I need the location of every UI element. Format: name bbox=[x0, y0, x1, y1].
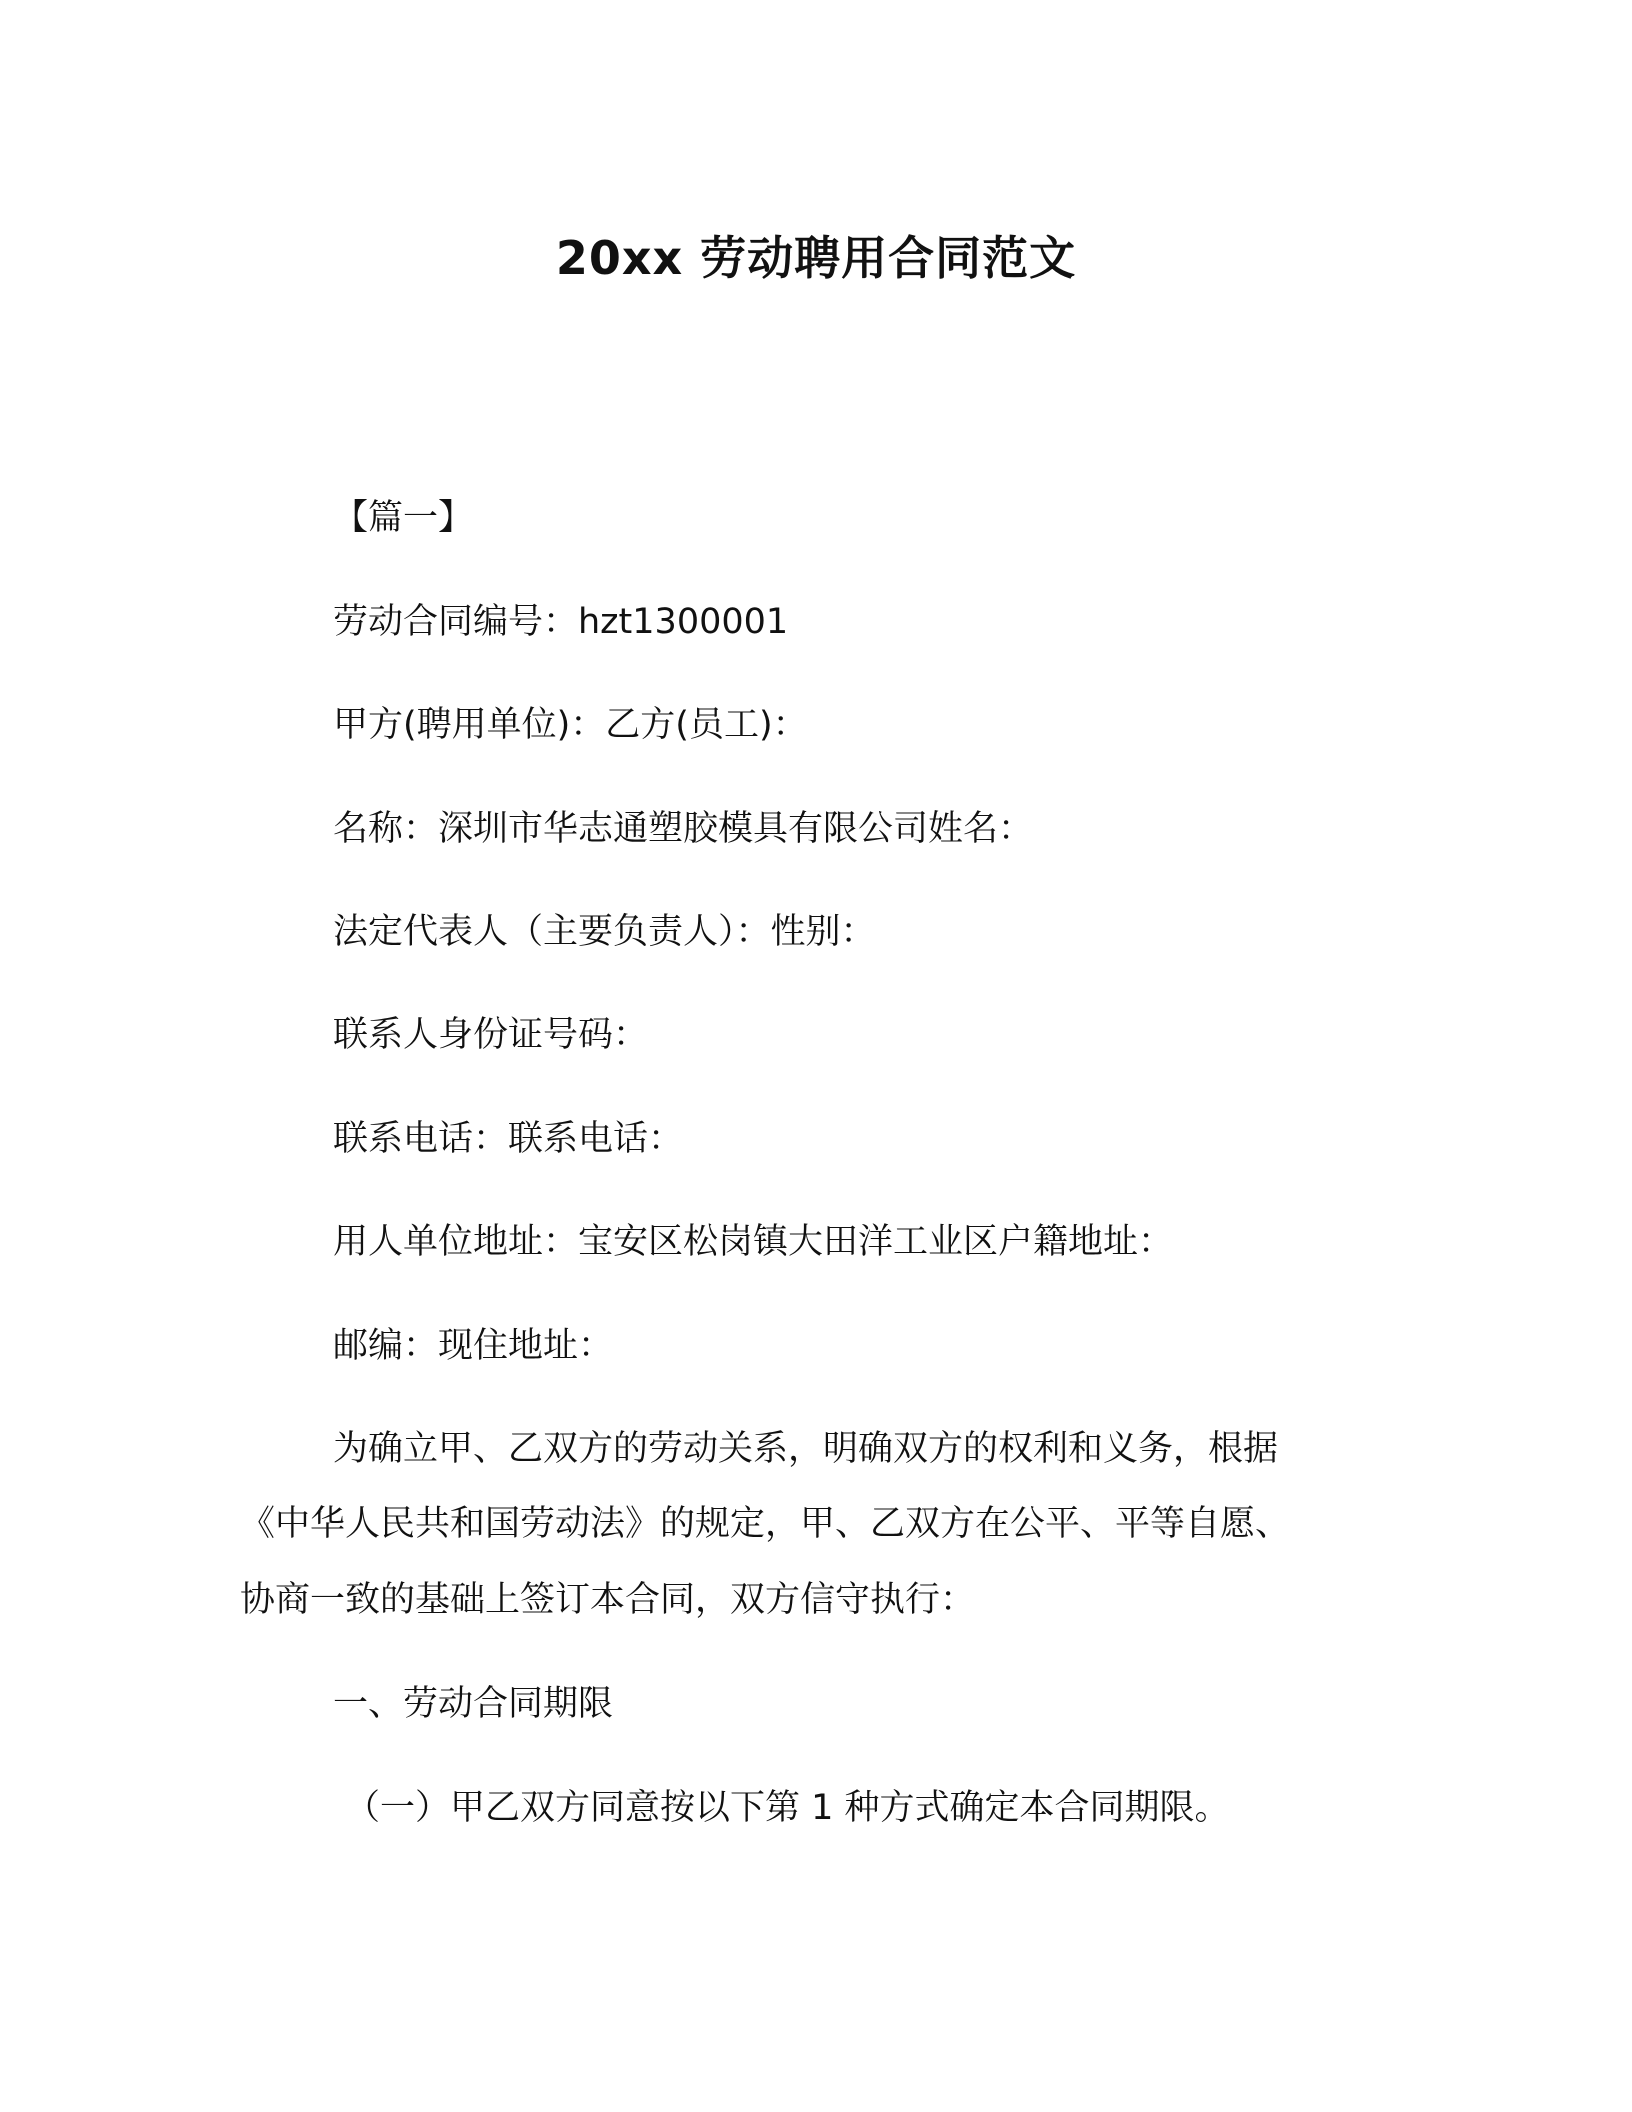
company-name-line: 名称：深圳市华志通塑胶模具有限公司姓名： bbox=[333, 809, 1034, 849]
preamble-line-3: 协商一致的基础上签订本合同，双方信守执行： bbox=[240, 1580, 976, 1620]
address-line: 用人单位地址：宝安区松岗镇大田洋工业区户籍地址： bbox=[333, 1222, 1174, 1262]
legal-representative-line: 法定代表人（主要负责人）：性别： bbox=[333, 912, 876, 952]
postcode-line: 邮编：现住地址： bbox=[333, 1326, 614, 1366]
phone-line: 联系电话：联系电话： bbox=[333, 1119, 684, 1159]
preamble-line-1: 为确立甲、乙双方的劳动关系，明确双方的权利和义务，根据 bbox=[333, 1429, 1279, 1469]
article-heading: 一、劳动合同期限 bbox=[333, 1684, 614, 1724]
section-label: 【篇一】 bbox=[333, 498, 474, 538]
contact-id-line: 联系人身份证号码： bbox=[333, 1015, 649, 1055]
preamble-line-2: 《中华人民共和国劳动法》的规定，甲、乙双方在公平、平等自愿、 bbox=[240, 1504, 1291, 1544]
contract-number-line: 劳动合同编号：hzt1300001 bbox=[333, 602, 789, 642]
parties-line: 甲方(聘用单位)：乙方(员工)： bbox=[333, 705, 808, 745]
document-title: 20xx 劳动聘用合同范文 bbox=[555, 231, 1077, 285]
clause-line: （一）甲乙双方同意按以下第 1 种方式确定本合同期限。 bbox=[345, 1788, 1230, 1828]
